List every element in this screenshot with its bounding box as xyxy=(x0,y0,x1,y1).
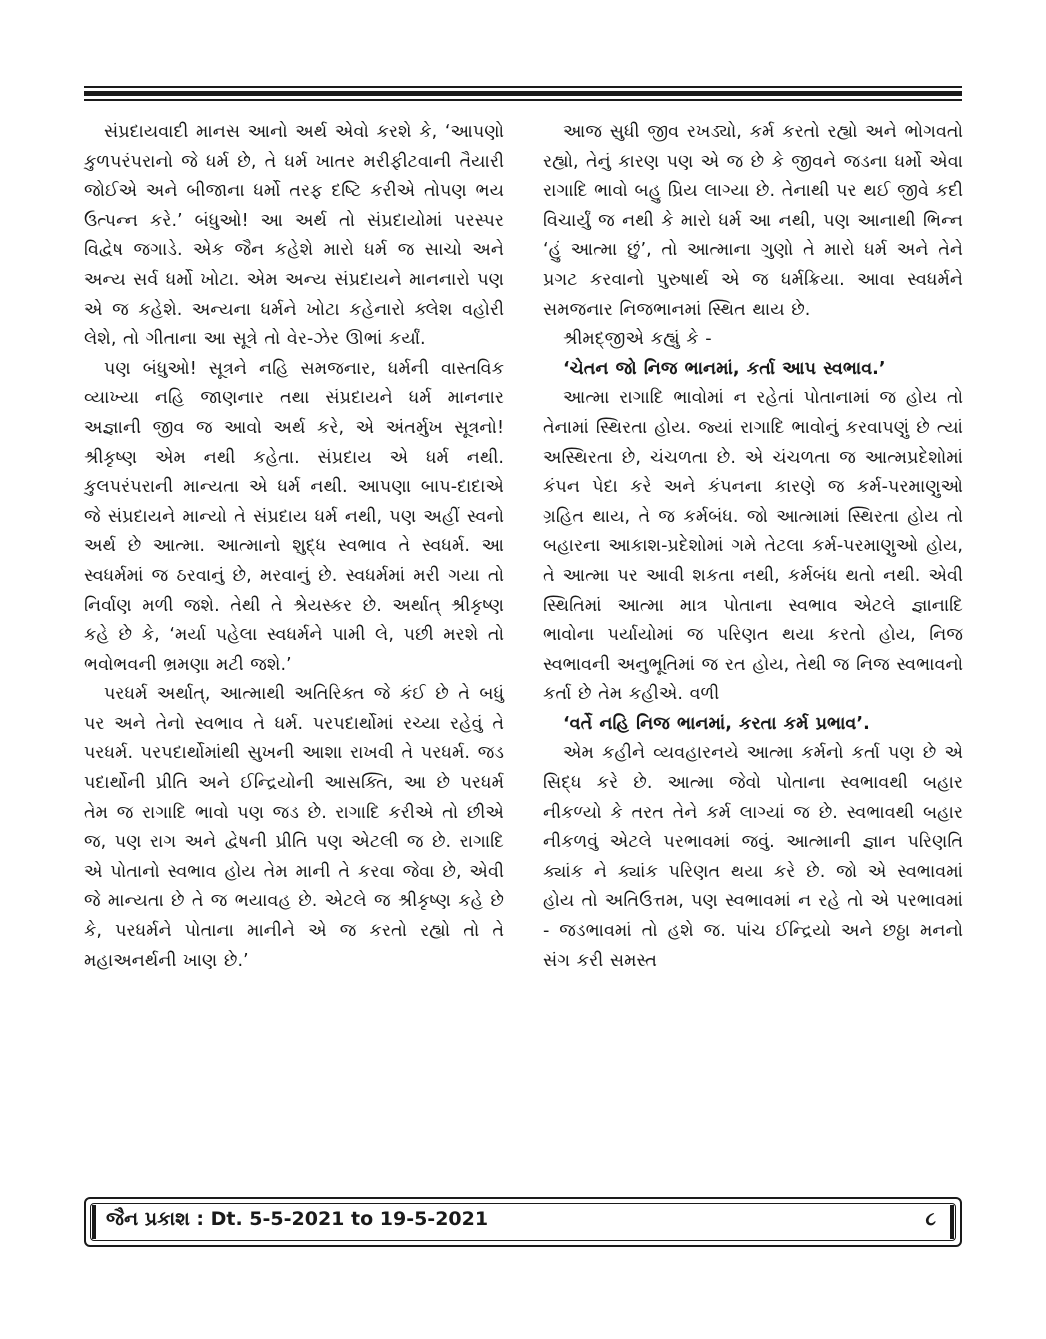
header-rule-thick xyxy=(84,91,962,96)
paragraph: આજ સુધી જીવ રખડ્યો, કર્મ કરતો રહ્યો અને ભોગવતો રહ્યો, તેનું કારણ પણ એ જ છે કે જીવને જડના ધર્મો એવા રાગાદિ ભાવો બહુ પ્રિય લાગ્યા છે. તેનાથી પર થઈ જીવે કદી વિચાર્યું જ નથી કે મારો ધર્મ આ નથી, પણ આનાથી ભિન્ન ‘હું આત્મા છું’, તો આત્માના ગુણો તે મારો ધર્મ અને તેને પ્રગટ કરવાનો પુરુષાર્થ એ જ ધર્મક્રિયા. આવા સ્વધર્મને સમજનાર નિજભાનમાં સ્થિત થાય છે. xyxy=(543,122,963,320)
paragraph: પરધર્મ અર્થાત્, આત્માથી અતિરિક્ત જે કંઈ છે તે બધું પર અને તેનો સ્વભાવ તે ધર્મ. પરપદાર્થોમાં રચ્યા રહેવું તે પરધર્મ. પરપદાર્થોમાંથી સુખની આશા રાખવી તે પરધર્મ. જડ પદાર્થોની પ્રીતિ અને ઈન્દ્રિયોની આસક્તિ, આ છે પરધર્મ તેમ જ રાગાદિ ભાવો પણ જડ છે. રાગાદિ કરીએ તો છીએ જ, પણ રાગ અને દ્વેષની પ્રીતિ પણ એટલી જ છે. રાગાદિ એ પોતાનો સ્વભાવ હોય તેમ માની તે કરવા જેવા છે, એવી જે માન્યતા છે તે જ ભયાવહ છે. એટલે જ શ્રીકૃષ્ણ કહે છે કે, પરધર્મને પોતાના માનીને એ જ કરતો રહ્યો તો તે મહાઅનર્થની ખાણ છે.’ xyxy=(84,684,504,971)
quote-verse: ‘વર્તે નહિ નિજ ભાનમાં, કરતા કર્મ પ્રભાવ’. xyxy=(563,713,870,734)
header-rule-thin-top xyxy=(84,86,962,88)
footer-right-bar xyxy=(950,1205,954,1239)
header-rule-thin-bottom xyxy=(84,99,962,101)
paragraph: આત્મા રાગાદિ ભાવોમાં ન રહેતાં પોતાનામાં જ હોય તો તેનામાં સ્થિરતા હોય. જ્યાં રાગાદિ ભાવોનું કરવાપણું છે ત્યાં અસ્થિરતા છે, ચંચળતા છે. એ ચંચળતા જ આત્મપ્રદેશોમાં કંપન પેદા કરે અને કંપનના કારણે જ કર્મ-પરમાણુઓ ગ્રહિત થાય, તે જ કર્મબંધ. જો આત્મામાં સ્થિરતા હોય તો બહારના આકાશ-પ્રદેશોમાં ગમે તેટલા કર્મ-પરમાણુઓ હોય, તે આત્મા પર આવી શકતા નથી, કર્મબંધ થતો નથી. એવી સ્થિતિમાં આત્મા માત્ર પોતાના સ્વભાવ એટલે જ્ઞાનાદિ ભાવોના પર્યાયોમાં જ પરિણત થયા કરતો હોય, નિજ સ્વભાવની અનુભૂતિમાં જ રત હોય, તેથી જ નિજ સ્વભાવનો કર્તા છે તેમ કહીએ. વળી xyxy=(543,388,963,705)
publication-info: જૈન પ્રકાશ : Dt. 5-5-2021 to 19-5-2021 xyxy=(106,1208,489,1230)
page-number: ૮ xyxy=(925,1208,936,1230)
paragraph: એમ કહીને વ્યવહારનયે આત્મા કર્મનો કર્તા પણ છે એ સિદ્ધ કરે છે. આત્મા જેવો પોતાના સ્વભાવથી બહાર નીકળ્યો કે તરત તેને કર્મ લાગ્યાં જ છે. સ્વભાવથી બહાર નીકળવું એટલે પરભાવમાં જવું. આત્માની જ્ઞાન પરિણતિ ક્યાંક ને ક્યાંક પરિણત થયા કરે છે. જો એ સ્વભાવમાં હોય તો અતિઉત્તમ, પણ સ્વભાવમાં ન રહે તો એ પરભાવમાં - જડભાવમાં તો હશે જ. પાંચ ઈન્દ્રિયો અને છઠ્ઠા મનનો સંગ કરી સમસ્ત xyxy=(543,743,963,971)
footer-left-bar xyxy=(92,1205,96,1239)
left-column xyxy=(84,118,504,976)
paragraph: શ્રીમદ્જીએ કહ્યું કે - xyxy=(563,329,712,350)
quote-verse: ‘ચેતન જો નિજ ભાનમાં, કર્તા આપ સ્વભાવ.’ xyxy=(563,358,886,379)
paragraph: સંપ્રદાયવાદી માનસ આનો અર્થ એવો કરશે કે, ‘આપણો કુળપરંપરાનો જે ધર્મ છે, તે ધર્મ ખાતર મરીફીટવાની તૈયારી જોઈએ અને બીજાના ધર્મો તરફ દષ્ટિ કરીએ તોપણ ભય ઉત્પન્ન કરે.’ બંધુઓ! આ અર્થ તો સંપ્રદાયોમાં પરસ્પર વિદ્વેષ જગાડે. એક જૈન કહેશે મારો ધર્મ જ સાચો અને અન્ય સર્વ ધર્મો ખોટા. એમ અન્ય સંપ્રદાયને માનનારો પણ એ જ કહેશે. અન્યના ધર્મને ખોટા કહેનારો ક્લેશ વહોરી લેશે, તો ગીતાના આ સૂત્રે તો વેર-ઝેર ઊભાં કર્યાં. xyxy=(84,122,504,350)
page-footer xyxy=(84,1197,962,1247)
right-column xyxy=(543,118,963,976)
paragraph: પણ બંધુઓ! સૂત્રને નહિ સમજનાર, ધર્મની વાસ્તવિક વ્યાખ્યા નહિ જાણનાર તથા સંપ્રદાયને ધર્મ માનનાર અજ્ઞાની જીવ જ આવો અર્થ કરે, એ અંતર્મુખ સૂત્રનો! શ્રીકૃષ્ણ એમ નથી કહેતા. સંપ્રદાય એ ધર્મ નથી. કુલપરંપરાની માન્યતા એ ધર્મ નથી. આપણા બાપ-દાદાએ જે સંપ્રદાયને માન્યો તે સંપ્રદાય ધર્મ નથી, પણ અહીં સ્વનો અર્થ છે આત્મા. આત્માનો શુદ્ધ સ્વભાવ તે સ્વધર્મ. આ સ્વધર્મમાં જ ઠરવાનું છે, મરવાનું છે. સ્વધર્મમાં મરી ગયા તો નિર્વાણ મળી જશે. તેથી તે શ્રેયસ્કર છે. અર્થાત્ શ્રીકૃષ્ણ કહે છે કે, ‘મર્યા પહેલા સ્વધર્મને પામી લે, પછી મરશે તો ભવોભવની ભ્રમણા મટી જશે.’ xyxy=(84,358,504,675)
